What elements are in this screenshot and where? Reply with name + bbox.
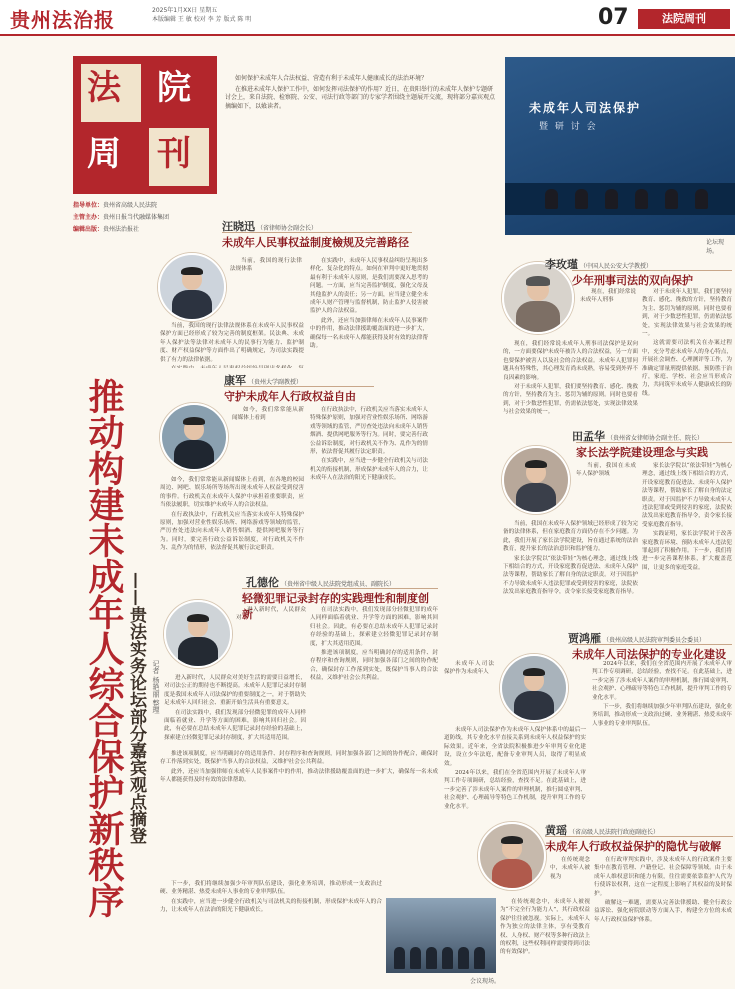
article-body: 现在，我们经常说未成年人刑事司法保护是双向的，一方面要保护未成年被告人的合法权益，另一方面也要保护被害人以及社会的合法权益。未成年人犯罪问题具有特殊性，其心理发育尚未成熟，容易受到外界不良因素的影响。 对于未成年人犯罪，我们要坚持教育、感化、挽救的方针，坚持教育为主、惩罚为辅的原则。同时也要看到，对于少数恶性犯罪，仍需依法惩处，实现法律效果与社会效果的统一。 [503, 341, 638, 416]
reporter-byline: 记者 杨艳丽 整理 [152, 660, 160, 714]
intro-paragraph: 在推进未成年人保护工作中，如何发挥司法保护的作用？近日，在贵阳举行的未成年人保护专题研讨会上，来自法院、检察院、公安、司法行政等部门的专家学者围绕主题展开交流，现将部分嘉宾观点摘编如下，以飨读者。 [225, 85, 496, 110]
article-body: 进入新时代，人民群众对 [236, 607, 306, 622]
speaker-name: 黄瑶 （省高级人民法院行政庭副庭长） [545, 824, 660, 837]
host-unit: 贵州日报当代融媒体集团 [103, 214, 170, 221]
speaker-title: 未成年人行政权益保护的隐忧与破解 [545, 836, 733, 854]
intro-paragraph: 如何保护未成年人合法权益、营造有利于未成年人健康成长的法治环境？ [235, 75, 428, 82]
main-headline: 推动构建未成年人综合保护新秩序 [83, 378, 125, 918]
article-body: 当前，我国在未成年人保护领域已经形成了较为完备的法律体系，但在家庭教育方面仍存在不少问题。为此，我们开展了家长法学院建设，旨在通过系统的法治教育，提升家长的法治意识和监护能力。 家长法学院以“依法带娃”为核心理念，通过线上线下相结合的方式，开设家庭教育促进法、未成年人保护法等课程，帮助家长了解自身的法定职责。对于因监护不力导致未成年人违法犯罪或受到侵害的家庭，法院依法发出家庭教育指导令，责令家长接受家庭教育指导。 [503, 521, 638, 596]
banner-caption: 论坛现场。 [706, 239, 725, 255]
article-body: 在传统观念中，未成年人被视为 [550, 857, 590, 880]
credits [73, 200, 223, 236]
article-body: 在司法实践中，我们发现部分轻微犯罪的成年人同样面临着就业、升学等方面的困难，影响其回归社会。因此，有必要在总结未成年人犯罪记录封存经验的基础上，探索建立轻微犯罪记录封存制度，扩大其适用范围。 推进该项制度，应当明确封存的适用条件、封存程序和查询规则，同时加强各部门之间的协作配合，确保封存工作落到实处，既保护当事人的合法权益，又维护社会公共利益。 [310, 607, 438, 682]
intro-text [225, 75, 497, 113]
article-body: 推进该项制度，应当明确封存的适用条件、封存程序和查询规则，同时加强各部门之间的协作配合，确保封存工作落到实处，既保护当事人的合法权益，又维护社会公共利益。 此外，还应当加强律师在未成年人民事案件中的作用，推动法律援助覆盖面的进一步扩大，确保每一名未成年人都能获得及时有效的法律帮助。 [160, 751, 438, 784]
column-logo-char: 刊 [157, 134, 191, 174]
masthead [0, 0, 735, 36]
column-logo [73, 56, 217, 194]
speaker-photo [502, 446, 570, 514]
speaker-photo [478, 822, 546, 890]
masthead-meta [152, 6, 251, 24]
speaker-name: 孔德伦 （贵州省中级人民法院党组成员、副院长） [246, 576, 396, 589]
speaker-name: 李玫瑾 （中国人民公安大学教授） [545, 258, 653, 271]
guide-unit: 贵州省高级人民法院 [103, 202, 158, 209]
speaker-photo [160, 403, 228, 471]
edit-label: 编辑出版： [73, 226, 104, 233]
masthead-date: 2025年1月XX日 星期五 [152, 7, 218, 14]
article-body: 未成年人司法保护作为未成年人 [444, 661, 494, 676]
speaker-title: 未成年人司法保护的专业化建设 [572, 644, 732, 662]
column-logo-char: 法 [87, 68, 121, 108]
meeting-photo [386, 898, 496, 973]
article-body: 在行政审判实践中，涉及未成年人的行政案件主要集中在教育管理、户籍登记、社会保障等领域。由于未成年人维权意识和能力有限，往往需要依靠监护人代为行使诉讼权利，这在一定程度上影响了其权益的及时保护。 破解这一难题，需要从完善法律援助、健全行政公益诉讼、强化府院联动等方面入手，构建全方位的未成年人行政权益保护体系。 [594, 857, 732, 923]
article-body: 当前，我国的现行法律法规体系 [230, 258, 302, 273]
article-body: 在传统观念中，未成年人被视为“不完全行为能力人”，其行政权益保护往往被忽视。实际上，未成年人作为独立的法律主体，享有受教育权、人身权、财产权等多种行政法上的权利，这些权利同样需要得到司法的有效保护。 [500, 899, 590, 956]
article-body: 家长法学院以“依法带娃”为核心理念，通过线上线下相结合的方式，开设家庭教育促进法、未成年人保护法等课程，帮助家长了解自身的法定职责。对于因监护不力导致未成年人违法犯罪或受到侵害的家庭，法院依法发出家庭教育指导令，责令家长接受家庭教育指导。 实践证明，家长法学院对于改善家庭教育环境、预防未成年人违法犯罪起到了积极作用。下一步，我们将进一步完善课程体系，扩大覆盖范围，让更多的家庭受益。 [642, 463, 732, 571]
speaker-photo [502, 262, 574, 334]
speaker-name: 汪晓迅 （省律师协会副会长） [222, 220, 318, 233]
speaker-name: 田孟华 （贵州省女律师协会副主任、院长） [572, 430, 704, 443]
guide-label: 指导单位： [73, 202, 104, 209]
forum-photo [505, 57, 735, 235]
section-badge: 法院周刊 [638, 9, 730, 29]
speaker-title: 轻微犯罪记录封存的实践理性和制度创新 [242, 588, 438, 622]
column-logo-char: 院 [157, 68, 191, 108]
speaker-photo [164, 600, 232, 668]
speaker-photo [500, 654, 568, 722]
masthead-editors: 本版编辑 王 敏 校对 李 芳 版式 陈 明 [152, 16, 252, 23]
article-body: 下一步，我们将继续加强少年审判队伍建设，强化业务培训，推动形成一支政治过硬、业务精湛、热爱未成年人事业的专业审判队伍。 在实践中，应当进一步健全行政机关与司法机关的衔接机制，形成保护未成年人的合力，让未成年人在法治的阳光下健康成长。 [160, 881, 382, 914]
edit-unit: 贵州法治报社 [103, 226, 140, 233]
article-body: 对于未成年人犯罪，我们要坚持教育、感化、挽救的方针，坚持教育为主、惩罚为辅的原则。同时也要看到，对于少数恶性犯罪，仍需依法惩处，实现法律效果与社会效果的统一。 这就需要司法机关在办案过程中，充分考虑未成年人的身心特点，开展社会调查、心理测评等工作，为准确定罪量刑提供依据。预防胜于治疗，家庭、学校、社会应当形成合力，共同筑牢未成年人健康成长的防线。 [642, 289, 732, 397]
speaker-name: 康军 （贵州大学副教授） [224, 374, 303, 387]
article-body: 当前，我国的现行法律法规体系在未成年人民事权益保护方面已经形成了较为完善的制度框架。民法典、未成年人保护法等法律对未成年人的民事行为能力、监护制度、财产权益保护等方面作出了明确规定，为司法实践提供了有力的法律依据。 [160, 323, 304, 363]
speaker-title: 少年刑事司法的双向保护 [572, 270, 732, 288]
banner-title: 未成年人司法保护 [529, 101, 642, 115]
sub-headline: ——贵法实务论坛部分嘉宾观点摘登 [126, 572, 146, 844]
speaker-title: 未成年人民事权益制度檢规及完善路径 [222, 232, 412, 250]
speaker-photo [158, 253, 226, 321]
speaker-title: 守护未成年人行政权益自由 [224, 386, 374, 404]
article-body: 在行政执法中，行政机关应当落实未成年人特殊保护原则，加强对营业性娱乐场所、网络游戏等领域的监管，严厉查处违法向未成年人销售烟酒、提供网吧服务等行为。同时，要完善行政公益诉讼制度，对行政机关不作为、乱作为的情形，依法督促其履行法定职责。 在实践中，应当进一步健全行政机关与司法机关的衔接机制，形成保护未成年人的合力，让未成年人在法治的阳光下健康成长。 [310, 407, 428, 482]
meeting-caption: 会议现场。 [470, 978, 501, 985]
article-body: 在实践中，未成年人民事权益纠纷呈现出多样化、复杂化的特点。如何在审判中更好地贯彻最有利于未成年人原则，是我们需要深入思考的问题。一方面，应当完善监护制度，强化父母及其他监护人的责任；另一方面，应当建立健全未成年人财产管理与监督机制，防止监护人侵害被监护人的合法权益。 此外，还应当加强律师在未成年人民事案件中的作用，推动法律援助覆盖面的进一步扩大，确保每一名未成年人都能获得及时有效的法律帮助。 [310, 258, 428, 350]
speaker-name: 贾鸿雁 （贵州高级人民法院审判委员会委员） [568, 632, 706, 645]
host-label: 主管主办： [73, 214, 104, 221]
article-body: 未成年人司法保护作为未成年人保护体系中的最后一道防线，其专业化水平直接关系到未成年人权益保护的实际效果。近年来，全省法院积极推进少年审判专业化建设，设立少年法庭，配备专业审判人员，取得了明显成效。 2024年以来，我们在全省范围内开展了未成年人审判工作专项调研，总结经验，查找不足。在此基础上，进一步完善了涉未成年人案件的审理机制，推行圆桌审判、社会观护、心理疏导等特色工作机制，提升审判工作的专业化水平。 [444, 727, 586, 810]
article-body: 如今，我们常常能从新闻媒体上看到 [232, 407, 304, 422]
page-number: 07 [598, 5, 629, 30]
banner-subtitle: 暨 研 讨 会 [539, 122, 598, 132]
newspaper-logo: 贵州法治报 [10, 8, 115, 32]
article-body: 当前，我国在未成年人保护领域 [576, 463, 636, 478]
article-body: 现在，我们经常说未成年人刑事 [580, 289, 636, 304]
article-body: 进入新时代，人民群众对美好生活的需要日益增长，对司法公正的期待也不断提高。未成年人犯罪记录封存制度是我国未成年人司法保护的重要制度之一，对于帮助失足未成年人回归社会、重新开始生活具有重要意义。 在司法实践中，我们发现部分轻微犯罪的成年人同样面临着就业、升学等方面的困难，影响其回归社会。因此，有必要在总结未成年人犯罪记录封存经验的基础上，探索建立轻微犯罪记录封存制度，扩大其适用范围。 [164, 675, 306, 741]
article-body: 2024年以来，我们在全省范围内开展了未成年人审判工作专项调研，总结经验，查找不足。在此基础上，进一步完善了涉未成年人案件的审理机制，推行圆桌审判、社会观护、心理疏导等特色工作机制，提升审判工作的专业化水平。 下一步，我们将继续加强少年审判队伍建设，强化业务培训，推动形成一支政治过硬、业务精湛、热爱未成年人事业的专业审判队伍。 [592, 661, 732, 727]
speaker-title: 家长法学院建设理念与实践 [576, 442, 732, 460]
column-logo-char: 周 [87, 134, 121, 174]
article-body: 如今，我们常常能从新闻媒体上看到，在各地的校园周边、网吧、娱乐场所等场所出现未成年人权益受到侵害的事件。行政机关在未成年人保护中承担着重要职责，应当依法履职，切实维护未成年人的合法权益。 在行政执法中，行政机关应当落实未成年人特殊保护原则，加强对营业性娱乐场所、网络游戏等领域的监管，严厉查处违法向未成年人销售烟酒、提供网吧服务等行为。同时，要完善行政公益诉讼制度，对行政机关不作为、乱作为的情形，依法督促其履行法定职责。 [160, 477, 304, 552]
